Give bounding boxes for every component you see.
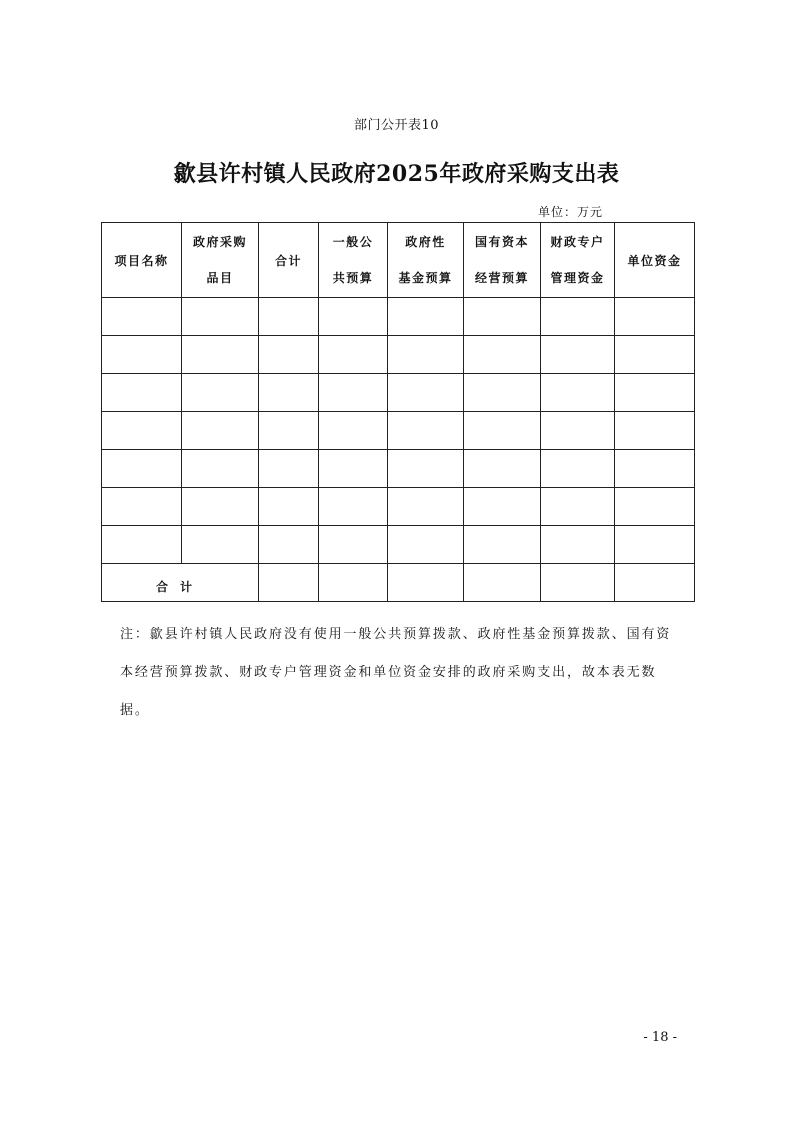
table-cell <box>182 374 259 412</box>
unit-label: 单位：万元 <box>537 205 603 219</box>
table-cell <box>615 488 695 526</box>
table-cell <box>102 298 182 336</box>
col-header-project-name: 项目名称 <box>102 223 182 298</box>
col-header-state-capital-budget: 国有资本 经营预算 <box>464 223 541 298</box>
table-cell <box>541 450 615 488</box>
table-cell <box>259 336 319 374</box>
page-number: - 18 - <box>643 1030 677 1045</box>
col-header-special-account-funds: 财政专户 管理资金 <box>541 223 615 298</box>
table-cell <box>464 374 541 412</box>
table-cell <box>388 526 464 564</box>
table-cell <box>388 412 464 450</box>
table-cell <box>259 374 319 412</box>
table-cell <box>541 488 615 526</box>
total-cell <box>319 564 388 602</box>
table-cell <box>102 526 182 564</box>
total-label: 合计 <box>102 564 259 602</box>
table-cell <box>388 298 464 336</box>
table-cell <box>182 450 259 488</box>
table-cell <box>615 412 695 450</box>
table-cell <box>319 298 388 336</box>
total-cell <box>615 564 695 602</box>
table-cell <box>615 336 695 374</box>
table-row <box>102 488 695 526</box>
table-cell <box>259 298 319 336</box>
table-cell <box>259 450 319 488</box>
total-cell <box>541 564 615 602</box>
table-cell <box>615 450 695 488</box>
table-row <box>102 374 695 412</box>
table-row <box>102 450 695 488</box>
table-cell <box>319 526 388 564</box>
table-cell <box>388 336 464 374</box>
table-cell <box>464 488 541 526</box>
total-row <box>102 564 695 602</box>
table-cell <box>182 526 259 564</box>
col-header-total: 合计 <box>259 223 319 298</box>
total-cell <box>464 564 541 602</box>
table-cell <box>182 298 259 336</box>
table-cell <box>615 526 695 564</box>
table-cell <box>541 526 615 564</box>
table-id-label: 部门公开表10 <box>353 118 440 133</box>
table-cell <box>259 488 319 526</box>
total-cell <box>388 564 464 602</box>
col-header-procurement-item: 政府采购 品目 <box>182 223 259 298</box>
table-cell <box>102 336 182 374</box>
footnote: 注：歙县许村镇人民政府没有使用一般公共预算拨款、政府性基金预算拨款、国有资本经营预算拨款、财政专户管理资金和单位资金安排的政府采购支出，故本表无数据。 <box>120 627 672 718</box>
table-cell <box>464 450 541 488</box>
table-cell <box>102 488 182 526</box>
total-cell <box>259 564 319 602</box>
table-cell <box>541 336 615 374</box>
table-cell <box>259 412 319 450</box>
table-cell <box>388 450 464 488</box>
table-cell <box>388 488 464 526</box>
table-cell <box>541 412 615 450</box>
table-cell <box>319 412 388 450</box>
col-header-general-budget: 一般公 共预算 <box>319 223 388 298</box>
table-cell <box>319 336 388 374</box>
table-cell <box>259 526 319 564</box>
table-cell <box>182 412 259 450</box>
table-cell <box>615 374 695 412</box>
table-cell <box>541 298 615 336</box>
table-row <box>102 298 695 336</box>
col-header-unit-funds: 单位资金 <box>615 223 695 298</box>
table-cell <box>319 488 388 526</box>
table-cell <box>615 298 695 336</box>
table-cell <box>102 450 182 488</box>
table-row <box>102 526 695 564</box>
table-cell <box>541 374 615 412</box>
table-cell <box>388 374 464 412</box>
table-row <box>102 412 695 450</box>
page-title: 歙县许村镇人民政府2025年政府采购支出表 <box>173 161 620 187</box>
table-cell <box>182 336 259 374</box>
table-cell <box>464 298 541 336</box>
table-cell <box>319 374 388 412</box>
table-cell <box>464 336 541 374</box>
procurement-table <box>101 222 695 602</box>
table-row <box>102 336 695 374</box>
table-cell <box>464 526 541 564</box>
table-header-row <box>102 223 695 298</box>
table-cell <box>319 450 388 488</box>
table-cell <box>182 488 259 526</box>
col-header-fund-budget: 政府性 基金预算 <box>388 223 464 298</box>
table-cell <box>102 374 182 412</box>
table-cell <box>464 412 541 450</box>
table-cell <box>102 412 182 450</box>
